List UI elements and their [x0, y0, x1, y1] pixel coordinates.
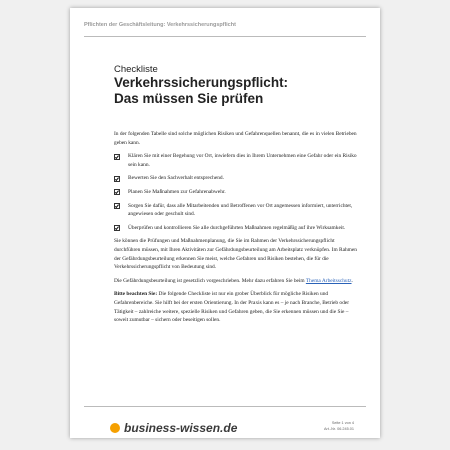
note-text: Die folgende Checkliste ist nur ein grober Überblick für mögliche Risiken und Gefahrenbereiche. Sie hilft bei der ersten Orientierung. In der Praxis kann es – je nach Branche, Betrieb oder Tätigkeit – zahlreiche weitere, spezielle Risiken und Gefahren geben, die Sie erkennen müssen und die Sie – soweit zumutbar – sichern oder beseitigen sollen. — [114, 291, 349, 324]
checklist — [114, 152, 362, 232]
checklist-item-text: Bewerten Sie den Sachverhalt entsprechend. — [128, 175, 224, 182]
checklist-item — [114, 152, 362, 169]
logo-dot-icon — [110, 423, 120, 433]
brand-logo — [110, 421, 237, 435]
intro-paragraph: In der folgenden Tabelle sind solche möglichen Risiken und Gefahrenquellen benannt, die es in vielen Betrieben geben kann. — [114, 131, 357, 146]
checklist-item — [114, 202, 362, 219]
note-label: Bitte beachten Sie: — [114, 291, 158, 298]
arbeitsschutz-paragraph — [114, 277, 362, 286]
title-line-2: Das müssen Sie prüfen — [114, 90, 264, 106]
arbeitsschutz-link[interactable]: Thema Arbeitsschutz — [305, 277, 352, 284]
header-divider — [84, 36, 366, 37]
article-number: Art.-Nr. 06.245.01 — [324, 426, 354, 431]
page-number: Seite 1 von 4 — [331, 421, 354, 425]
title-line-1: Verkehrssicherungspflicht: — [114, 75, 289, 90]
document-title — [114, 75, 354, 106]
running-header: Pflichten der Geschäftsleitung: Verkehrssicherungspflicht — [84, 22, 236, 28]
logo-text: business-wissen.de — [124, 421, 238, 435]
footer-divider — [84, 406, 366, 407]
checklist-item-text: Sorgen Sie dafür, dass alle Mitarbeitenden und Betroffenen vor Ort angemessen informiert, unterrichtet, angewiesen oder geschult sind. — [128, 202, 353, 218]
checklist-item — [114, 174, 362, 183]
paragraph-end: . — [351, 277, 353, 284]
checkbox-icon — [114, 176, 120, 182]
checklist-item-text: Klären Sie mit einer Begehung vor Ort, inwiefern dies in Ihrem Unternehmen eine Gefahr oder ein Risiko sein kann. — [128, 153, 357, 168]
document-page — [70, 8, 380, 438]
checkbox-icon — [114, 225, 120, 231]
checkbox-icon — [114, 154, 120, 160]
page-info — [324, 421, 354, 432]
checkbox-icon — [114, 203, 120, 209]
checklist-item-text: Planen Sie Maßnahmen zur Gefahrenabwehr. — [128, 188, 226, 195]
body-paragraph: Sie können die Prüfungen und Maßnahmenplanung, die Sie im Rahmen der Verkehrssicherungspflicht durchführen müssen, mit Ihren Aktivitäten zur Gefährdungsbeurteilung am Arbeitsplatz verknüpfen. Im Rahmen der Gefährdungsbeurteilung erkennen Sie meist, welche Gefahren und Risiken bestehen, die für die Verkehrssicherungspflicht von Bedeutung sind. — [114, 238, 357, 271]
checklist-item — [114, 188, 362, 197]
note-paragraph — [114, 290, 362, 324]
checklist-item-text: Überprüfen und kontrollieren Sie alle durchgeführten Maßnahmen regelmäßig auf ihre Wirksamkeit. — [128, 224, 346, 231]
paragraph-text: Die Gefährdungsbeurteilung ist gesetzlich vorgeschrieben. Mehr dazu erfahren Sie beim — [114, 277, 306, 284]
checklist-item — [114, 224, 362, 233]
checkbox-icon — [114, 189, 120, 195]
document-body — [114, 130, 362, 330]
document-kicker: Checkliste — [114, 64, 158, 75]
